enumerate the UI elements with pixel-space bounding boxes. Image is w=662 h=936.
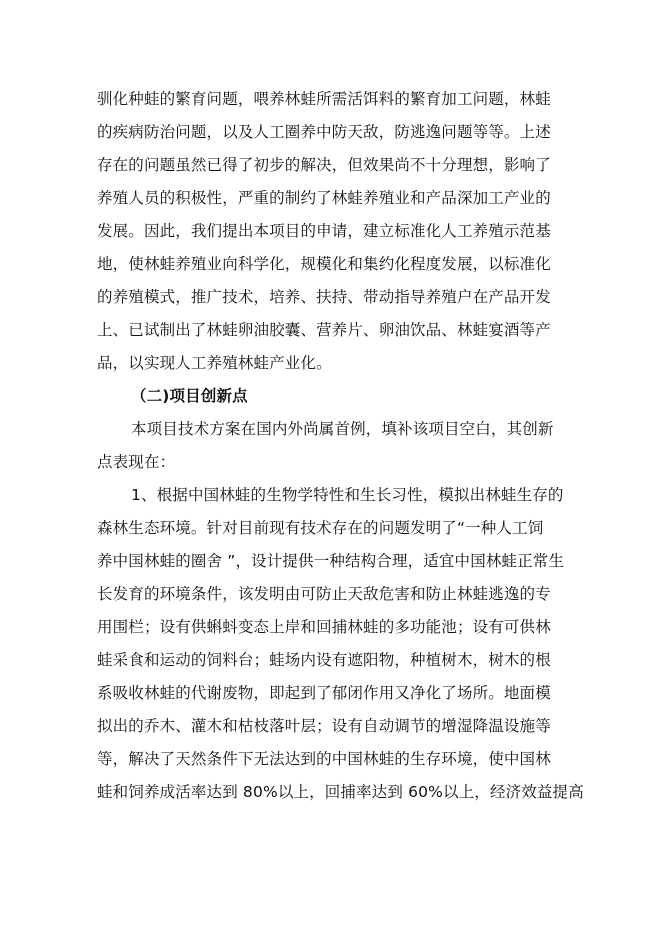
body-text-line: 发展。因此，我们提出本项目的申请，建立标准化人工养殖示范基 (97, 222, 551, 240)
body-text-line: 本项目技术方案在国内外尚属首例，填补该项目空白，其创新 (131, 420, 554, 438)
body-text-line: 蛙采食和运动的饲料台；蛙场内设有遮阳物，种植树木，树木的根 (97, 651, 551, 669)
body-text-line: 拟出的乔木、灌木和枯枝落叶层；设有自动调节的增湿降温设施等 (97, 717, 551, 735)
body-text-line: 点表现在： (97, 453, 176, 471)
body-text-line: 森林生态环境。针对目前现有技术存在的问题发明了“一种人工饲 (97, 519, 544, 537)
body-text-line: 系吸收林蛙的代谢废物，即起到了郁闭作用又净化了场所。地面模 (97, 684, 551, 702)
section-heading: （二)项目创新点 (131, 387, 248, 405)
body-text-line: 养中国林蛙的圈舍 ”，设计提供一种结构合理，适宜中国林蛙正常生 (97, 552, 565, 570)
body-text-line: 用围栏；设有供蝌蚪变态上岸和回捕林蛙的多功能池；设有可供林 (97, 618, 551, 636)
body-text-line: 长发育的环境条件，该发明由可防止天敌危害和防止林蛙逃逸的专 (97, 585, 551, 603)
body-text-line: 存在的问题虽然已得了初步的解决，但效果尚不十分理想，影响了 (97, 156, 551, 174)
body-text-line: 1、根据中国林蛙的生物学特性和生长习性，模拟出林蛙生存的 (131, 486, 564, 504)
body-text-line: 的疾病防治问题，以及人工圈养中防天敌，防逃逸问题等等。上述 (97, 123, 551, 141)
body-text-line: 的养殖模式，推广技术，培养、扶持、带动指导养殖户在产品开发 (97, 288, 551, 306)
body-text-line: 蛙和饲养成活率达到 80%以上，回捕率达到 60%以上，经济效益提高 (97, 783, 584, 801)
body-text-line: 养殖人员的积极性，严重的制约了林蛙养殖业和产品深加工产业的 (97, 189, 551, 207)
body-text-line: 等，解决了天然条件下无法达到的中国林蛙的生存环境，使中国林 (97, 750, 551, 768)
body-text-line: 上、已试制出了林蛙卵油胶囊、营养片、卵油饮品、林蛙宴酒等产 (97, 321, 551, 339)
body-text-line: 驯化种蛙的繁育问题，喂养林蛙所需活饵料的繁育加工问题，林蛙 (97, 90, 551, 108)
body-text-line: 地，使林蛙养殖业向科学化，规模化和集约化程度发展，以标准化 (97, 255, 551, 273)
body-text-line: 品，以实现人工养殖林蛙产业化。 (97, 354, 332, 372)
